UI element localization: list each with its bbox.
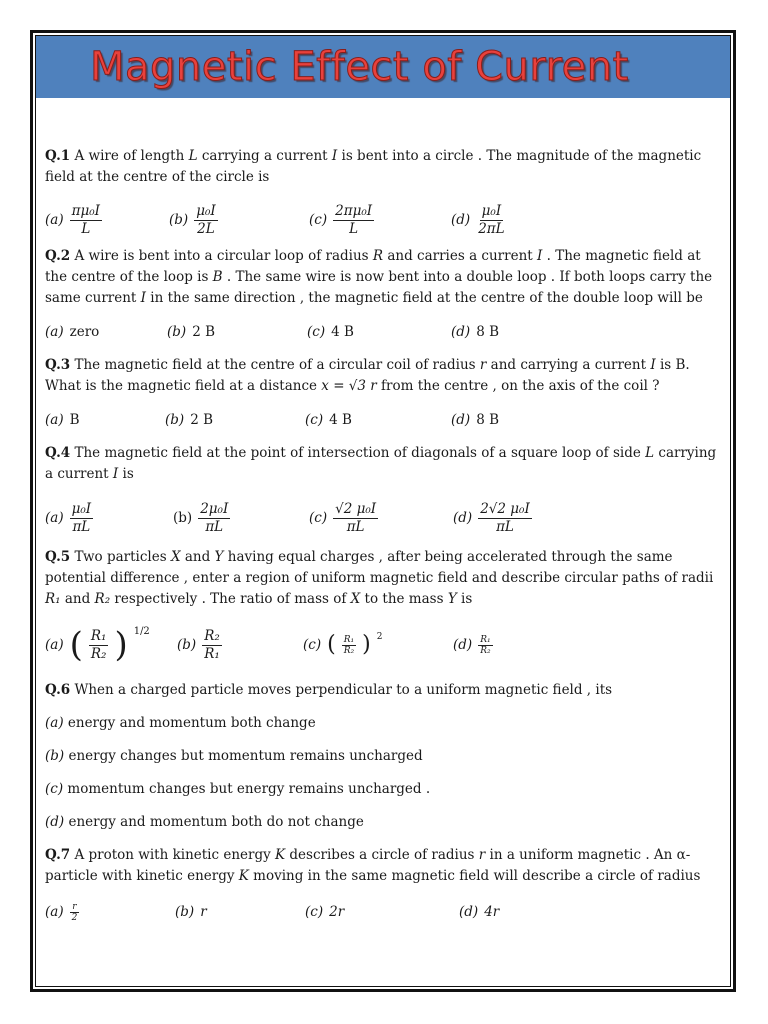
page-title: Magnetic Effect of Current	[90, 44, 629, 90]
question-5	[45, 547, 725, 610]
left-paren: (	[327, 632, 336, 657]
option-d[interactable]	[45, 812, 725, 833]
option-value: 4r	[484, 903, 500, 920]
question-text: moving in the same magnetic field will describe a circle of radius	[248, 868, 701, 884]
numerator: r	[72, 901, 77, 912]
option-b[interactable]	[165, 410, 305, 431]
option-label: (a)	[45, 411, 64, 428]
option-d[interactable]	[451, 203, 507, 238]
option-label: (c)	[305, 411, 324, 428]
option-label: (c)	[45, 781, 64, 797]
option-value: 8 B	[476, 411, 499, 428]
question-text: describes a circle of radius	[285, 847, 479, 863]
option-b[interactable]	[169, 203, 309, 238]
variable: X	[350, 591, 361, 607]
variable: L	[188, 148, 198, 164]
fraction	[342, 635, 356, 656]
option-b[interactable]	[45, 746, 725, 767]
fraction	[476, 203, 506, 238]
option-value: energy changes but momentum remains uncharged	[64, 748, 423, 764]
option-label: (a)	[45, 715, 64, 731]
denominator: πL	[205, 518, 224, 535]
option-label: (a)	[45, 636, 64, 653]
numerator: R₂	[204, 627, 220, 644]
option-a[interactable]	[45, 713, 725, 734]
question-text: carrying a current	[45, 445, 717, 482]
option-d[interactable]	[459, 902, 499, 923]
options-q5	[45, 620, 725, 670]
variable: Y	[214, 549, 224, 565]
option-label: (d)	[459, 903, 479, 920]
option-label: (d)	[451, 323, 471, 340]
question-text: The magnetic field at the centre of a circular coil of radius	[70, 357, 480, 373]
denominator: 2πL	[478, 220, 505, 237]
numerator: μ₀I	[481, 202, 502, 219]
option-a[interactable]	[45, 902, 175, 923]
numerator: 2μ₀I	[200, 500, 229, 517]
denominator: πL	[346, 518, 365, 535]
question-text: in a uniform magnetic . An α-particle with kinetic energy	[45, 847, 691, 884]
fraction	[198, 501, 230, 536]
question-text: and	[180, 549, 215, 565]
option-value: 4 B	[329, 411, 352, 428]
denominator: πL	[496, 518, 514, 535]
question-number: Q.2	[45, 248, 71, 264]
fraction	[478, 635, 492, 656]
left-paren: (	[69, 625, 83, 665]
options-q1	[45, 200, 725, 240]
option-value: zero	[69, 323, 100, 340]
variable: Y	[447, 591, 457, 607]
fraction	[333, 501, 378, 536]
denominator: 2L	[197, 220, 215, 237]
right-paren: )	[362, 632, 371, 657]
option-label: (a)	[45, 903, 64, 920]
question-text: is bent into a circle . The magnitude of the magnetic field at the centre of the circle is	[45, 148, 702, 185]
question-text: carrying a current	[197, 148, 332, 164]
option-c[interactable]	[307, 322, 451, 343]
denominator: R₁	[204, 645, 220, 662]
option-value: energy and momentum both change	[63, 715, 316, 731]
option-value: 2r	[329, 903, 345, 920]
numerator: 2√2 μ₀I	[480, 500, 530, 517]
question-text: is	[456, 591, 473, 607]
question-text: and	[60, 591, 95, 607]
variable: I	[537, 248, 543, 264]
option-a[interactable]	[45, 322, 167, 343]
option-label: (c)	[303, 636, 322, 653]
option-c[interactable]	[45, 779, 725, 800]
question-text: and carrying a current	[486, 357, 651, 373]
option-label: (b)	[45, 748, 65, 764]
fraction	[70, 203, 102, 238]
right-paren: )	[114, 625, 128, 665]
variable: I	[112, 466, 119, 482]
question-number: Q.3	[45, 357, 71, 373]
question-number: Q.4	[45, 445, 71, 461]
variable: r	[478, 847, 486, 863]
question-2	[45, 246, 725, 309]
denominator: R₂	[480, 645, 491, 656]
denominator: L	[349, 220, 359, 237]
question-text: respectively . The ratio of mass of	[110, 591, 351, 607]
fraction	[70, 501, 94, 536]
question-list	[45, 146, 725, 927]
option-value: B	[69, 411, 80, 428]
denominator: R₂	[90, 645, 107, 662]
question-text: A wire of length	[70, 148, 189, 164]
option-label: (d)	[451, 411, 471, 428]
question-6	[45, 680, 725, 701]
option-d[interactable]	[453, 635, 493, 656]
option-label: (b)	[169, 211, 189, 228]
numerator: R₁	[480, 634, 491, 645]
variable: B	[212, 269, 223, 285]
question-text: . The magnetic field at the centre of the loop is	[45, 248, 701, 285]
numerator: πμ₀I	[71, 202, 100, 219]
option-label: (c)	[309, 509, 328, 526]
option-c[interactable]	[305, 902, 459, 923]
question-text: to the mass	[360, 591, 448, 607]
numerator: R₁	[343, 634, 355, 645]
question-number: Q.7	[45, 847, 71, 863]
option-c[interactable]	[305, 410, 451, 431]
option-c[interactable]	[309, 501, 453, 536]
denominator: 2	[71, 912, 78, 923]
variable: R₁	[45, 591, 61, 607]
options-q7	[45, 897, 725, 927]
option-label: (b)	[175, 903, 195, 920]
fraction	[89, 628, 109, 663]
variable: R	[372, 248, 384, 264]
question-1	[45, 146, 725, 188]
option-label: (c)	[305, 903, 324, 920]
question-4	[45, 443, 725, 485]
question-text: The magnetic field at the point of intersection of diagonals of a square loop of side	[70, 445, 646, 461]
math-expression: x = √3 r	[321, 378, 377, 394]
option-label: (a)	[45, 323, 64, 340]
question-text: . The same wire is now bent into a double loop . If both loops carry the same current	[45, 269, 713, 306]
variable: r	[479, 357, 487, 373]
option-label: (a)	[45, 211, 64, 228]
option-b[interactable]	[175, 902, 305, 923]
option-label: (c)	[309, 211, 328, 228]
option-label: (b)	[165, 411, 185, 428]
option-c[interactable]	[309, 203, 451, 238]
option-d[interactable]	[451, 410, 499, 431]
variable: X	[170, 549, 181, 565]
question-text: A wire is bent into a circular loop of radius	[70, 248, 373, 264]
fraction	[70, 902, 80, 923]
option-label: (a)	[45, 509, 64, 526]
numerator: μ₀I	[71, 500, 92, 517]
option-b[interactable]	[167, 322, 307, 343]
numerator: R₁	[90, 627, 107, 644]
variable: I	[331, 148, 338, 164]
option-label: (b)	[177, 636, 197, 653]
option-value: 2 B	[190, 411, 213, 428]
option-value: 4 B	[331, 323, 354, 340]
variable: I	[650, 357, 656, 373]
question-number: Q.6	[45, 682, 71, 698]
fraction	[478, 501, 532, 536]
denominator: L	[81, 220, 91, 237]
option-a[interactable]	[45, 501, 173, 536]
question-3	[45, 355, 725, 397]
question-text: is B. What is the magnetic field at a distance	[45, 357, 690, 394]
option-value: momentum changes but energy remains uncharged .	[63, 781, 431, 797]
numerator: √2 μ₀I	[335, 500, 377, 517]
numerator: 2πμ₀I	[335, 202, 373, 219]
option-value: 8 B	[476, 323, 499, 340]
numerator: μ₀I	[196, 202, 216, 219]
option-d[interactable]	[451, 322, 499, 343]
fraction	[333, 203, 374, 238]
option-label: (d)	[45, 814, 65, 830]
options-q4	[45, 497, 725, 539]
fraction	[194, 203, 218, 238]
option-b[interactable]	[177, 628, 303, 663]
option-b[interactable]	[173, 501, 309, 536]
option-value: energy and momentum both do not change	[64, 814, 364, 830]
option-label: (c)	[307, 323, 326, 340]
option-a[interactable]	[45, 203, 169, 238]
option-c[interactable]	[303, 631, 453, 657]
exponent: 1/2	[133, 625, 150, 637]
variable: K	[238, 868, 249, 884]
question-text: A proton with kinetic energy	[70, 847, 276, 863]
variable: K	[275, 847, 286, 863]
option-value: 2 B	[192, 323, 215, 340]
option-label: (b)	[173, 509, 193, 526]
exponent: 2	[376, 631, 383, 642]
question-text: having equal charges , after being accelerated through the same potential difference , enter a region of uniform magnetic field and describe circular paths of radii	[45, 549, 714, 586]
denominator: πL	[72, 518, 91, 535]
option-a[interactable]	[45, 410, 165, 431]
question-text: Two particles	[70, 549, 171, 565]
option-label: (b)	[167, 323, 187, 340]
question-number: Q.5	[45, 549, 71, 565]
question-text: in the same direction , the magnetic field at the centre of the double loop will be	[145, 290, 703, 306]
option-label: (d)	[453, 509, 473, 526]
variable: I	[140, 290, 146, 306]
question-7	[45, 845, 725, 887]
question-text: and carries a current	[383, 248, 537, 264]
denominator: R₂	[343, 645, 355, 656]
question-text: When a charged particle moves perpendicular to a uniform magnetic field , its	[70, 682, 613, 698]
option-d[interactable]	[453, 501, 532, 536]
question-text: is	[118, 466, 134, 482]
option-label: (d)	[451, 211, 471, 228]
options-q2	[45, 321, 725, 343]
fraction	[202, 628, 222, 663]
option-value: r	[200, 903, 207, 920]
question-text: from the centre , on the axis of the coil ?	[376, 378, 660, 394]
question-number: Q.1	[45, 148, 71, 164]
option-a[interactable]	[45, 625, 177, 665]
variable: R₂	[94, 591, 111, 607]
option-label: (d)	[453, 636, 473, 653]
options-q3	[45, 409, 725, 431]
variable: L	[645, 445, 655, 461]
